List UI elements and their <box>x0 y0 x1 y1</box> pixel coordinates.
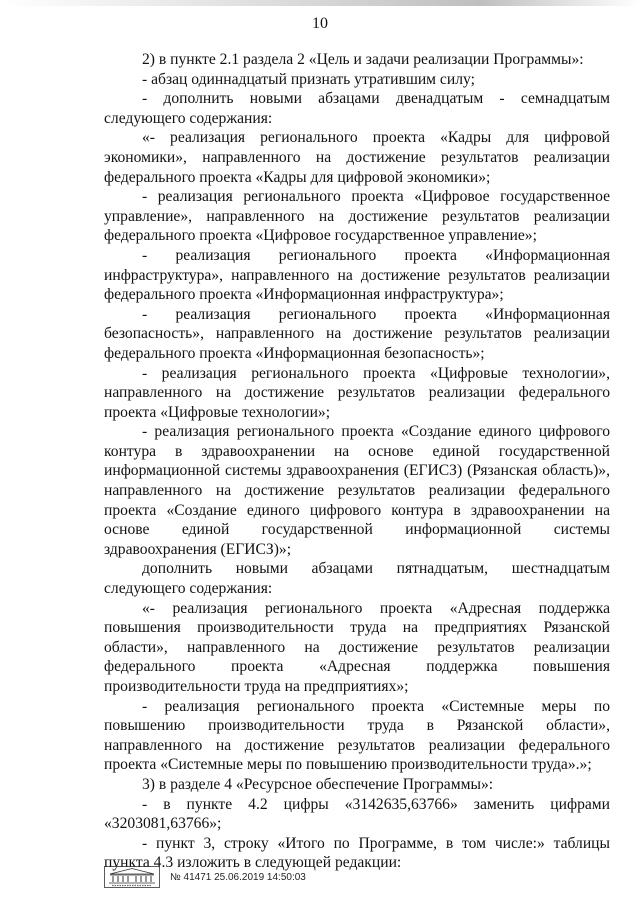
paragraph-project-security: - реализация регионального проекта «Информационная безопасность», направленного на достижение результатов реализации федерального проекта «Информационная безопасность»; <box>104 305 610 362</box>
government-building-stamp-icon <box>104 866 160 888</box>
paragraph-item-4-2: - в пункте 4.2 цифры «3142635,63766» заменить цифрами «3203081,63766»; <box>104 795 610 833</box>
document-registration-info: № 41471 25.06.2019 14:50:03 <box>170 871 306 883</box>
paragraph-add-12-17: - дополнить новыми абзацами двенадцатым - семнадцатым следующего содержания: <box>104 90 610 127</box>
paragraph-item-4-3: - пункт 3, строку «Итого по Программе, в том числе:» таблицы пункта 4.3 изложить в следующей редакции: <box>104 834 610 872</box>
paragraph-project-productivity: «- реализация регионального проекта «Адресная поддержка повышения производительности труда на предприятиях Рязанской области», направленного на достижение результатов реализации федерального проекта «Адресная поддержка повышения производительности труда на предприятиях»; <box>104 599 610 695</box>
page-number: 10 <box>312 15 328 32</box>
paragraph-project-system-measures: - реализация регионального проекта «Системные меры по повышению производительности труда в Рязанской области», направленного на достижение результатов реализации федерального проекта «Системные меры по повышению производительности труда».»; <box>104 697 610 774</box>
paragraph-project-infra: - реализация регионального проекта «Информационная инфраструктура», направленного на достижение результатов реализации федерального проекта «Информационная инфраструктура»; <box>104 246 610 304</box>
paragraph-section-2-1: 2) в пункте 2.1 раздела 2 «Цель и задачи реализации Программы»: <box>142 51 584 68</box>
paragraph-project-personnel: «- реализация регионального проекта «Кадры для цифровой экономики», направленного на достижение результатов реализации федерального проекта «Кадры для цифровой экономики»; <box>104 129 610 186</box>
scan-top-edge <box>0 0 640 6</box>
document-footer <box>104 866 306 888</box>
paragraph-project-gov: - реализация регионального проекта «Цифровое государственное управление», направленного на достижение результатов реализации федерального проекта «Цифровое государственное управление»; <box>104 188 610 245</box>
document-body <box>104 50 610 873</box>
paragraph-project-health: - реализация регионального проекта «Создание единого цифрового контура в здравоохранении на основе единой государственной информационной системы здравоохранения (ЕГИСЗ) (Рязанская область)», направленного на достижение результатов реализации федерального проекта «Создание единого цифрового контура в здравоохранении на основе единой государственной информационной системы здравоохранения (ЕГИСЗ)»; <box>104 423 610 558</box>
paragraph-project-tech: - реализация регионального проекта «Цифровые технологии», направленного на достижение результатов реализации федерального проекта «Цифровые технологии»; <box>104 364 610 421</box>
paragraph-repeal-11: - абзац одиннадцатый признать утратившим силу; <box>142 70 475 88</box>
paragraph-section-4: 3) в разделе 4 «Ресурсное обеспечение Программы»: <box>142 775 494 793</box>
paragraph-add-15-16: дополнить новыми абзацами пятнадцатым, шестнадцатым следующего содержания: <box>104 560 610 598</box>
